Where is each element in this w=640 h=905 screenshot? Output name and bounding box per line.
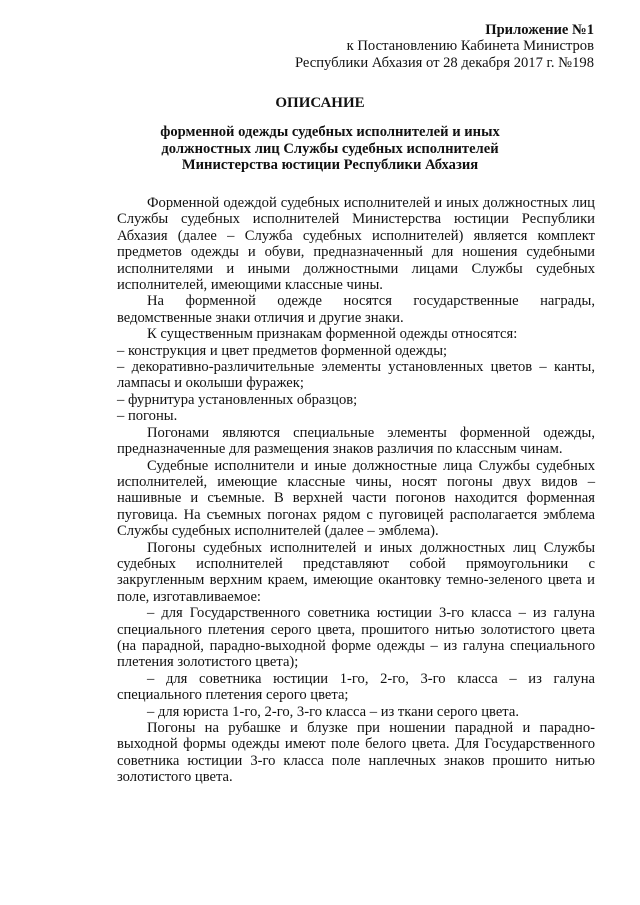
annex-title: Приложение №1 [485,22,594,38]
dash-item-3: – фурнитура установленных образцов; [117,391,358,408]
paragraph-9: – для юриста 1-го, 2-го, 3-го класса – из ткани серого цвета. [147,703,519,720]
dash-item-1: – конструкция и цвет предметов форменной одежды; [117,342,448,359]
paragraph-3: К существенным признакам форменной одежды относятся: [147,326,518,343]
annex-line-2: Республики Абхазия от 28 декабря 2017 г. №198 [294,54,594,71]
paragraph-8: – для советника юстиции 1-го, 2-го, 3-го класса – из галуна специального плетения серого цвета; [117,670,595,704]
paragraph-6: Погоны судебных исполнителей и иных должностных лиц Службы судебных исполнителей представляют собой прямоугольники с закругленным верхним краем, имеющие окантовку темно-зеленого цвета и поле, изготавливаемое: [117,539,595,605]
paragraph-1: Форменной одеждой судебных исполнителей и иных должностных лиц Службы судебных исполнителей Министерства юстиции Республики Абхазия (далее – Служба судебных исполнителей) является комплект предметов одежды и обуви, предназначенный для ношения судебными исполнителями и иными должностными лицами Службы судебных исполнителей, имеющими классные чины. [117,195,595,294]
paragraph-4: Погонами являются специальные элементы форменной одежды, предназначенные для размещения знаков различия по классным чинам. [117,424,595,458]
dash-item-2: – декоративно-различительные элементы установленных цветов – канты, лампасы и околыши фуражек; [117,359,595,392]
document-subheading: форменной одежды судебных исполнителей и иных должностных лиц Службы судебных исполнителей Министерства юстиции Республики Абхазия [160,124,500,174]
dash-item-4: – погоны. [117,408,178,425]
document-heading: ОПИСАНИЕ [275,95,365,111]
paragraph-2: На форменной одежде носятся государственные награды, ведомственные знаки отличия и другие знаки. [117,293,595,326]
annex-line-1: к Постановлению Кабинета Министров [346,38,594,55]
paragraph-5: Судебные исполнители и иные должностные лица Службы судебных исполнителей, имеющие классные чины, носят погоны двух видов – нашивные и съемные. В верхней части погонов находится форменная пуговица. На съемных погонах рядом с пуговицей располагается эмблема Службы судебных исполнителей (далее – эмблема). [117,457,595,540]
paragraph-7: – для Государственного советника юстиции 3-го класса – из галуна специального плетения серого цвета, прошитого нитью золотистого цвета (на парадной, парадно-выходной форме одежды – из галуна специального плетения золотистого цвета); [117,605,595,671]
document-body [117,195,595,786]
paragraph-10: Погоны на рубашке и блузке при ношении парадной и парадно-выходной формы одежды имеют поле белого цвета. Для Государственного советника юстиции 3-го класса поле наплечных знаков прошито нитью золотистого цвета. [117,720,595,786]
annex-block [194,22,594,71]
